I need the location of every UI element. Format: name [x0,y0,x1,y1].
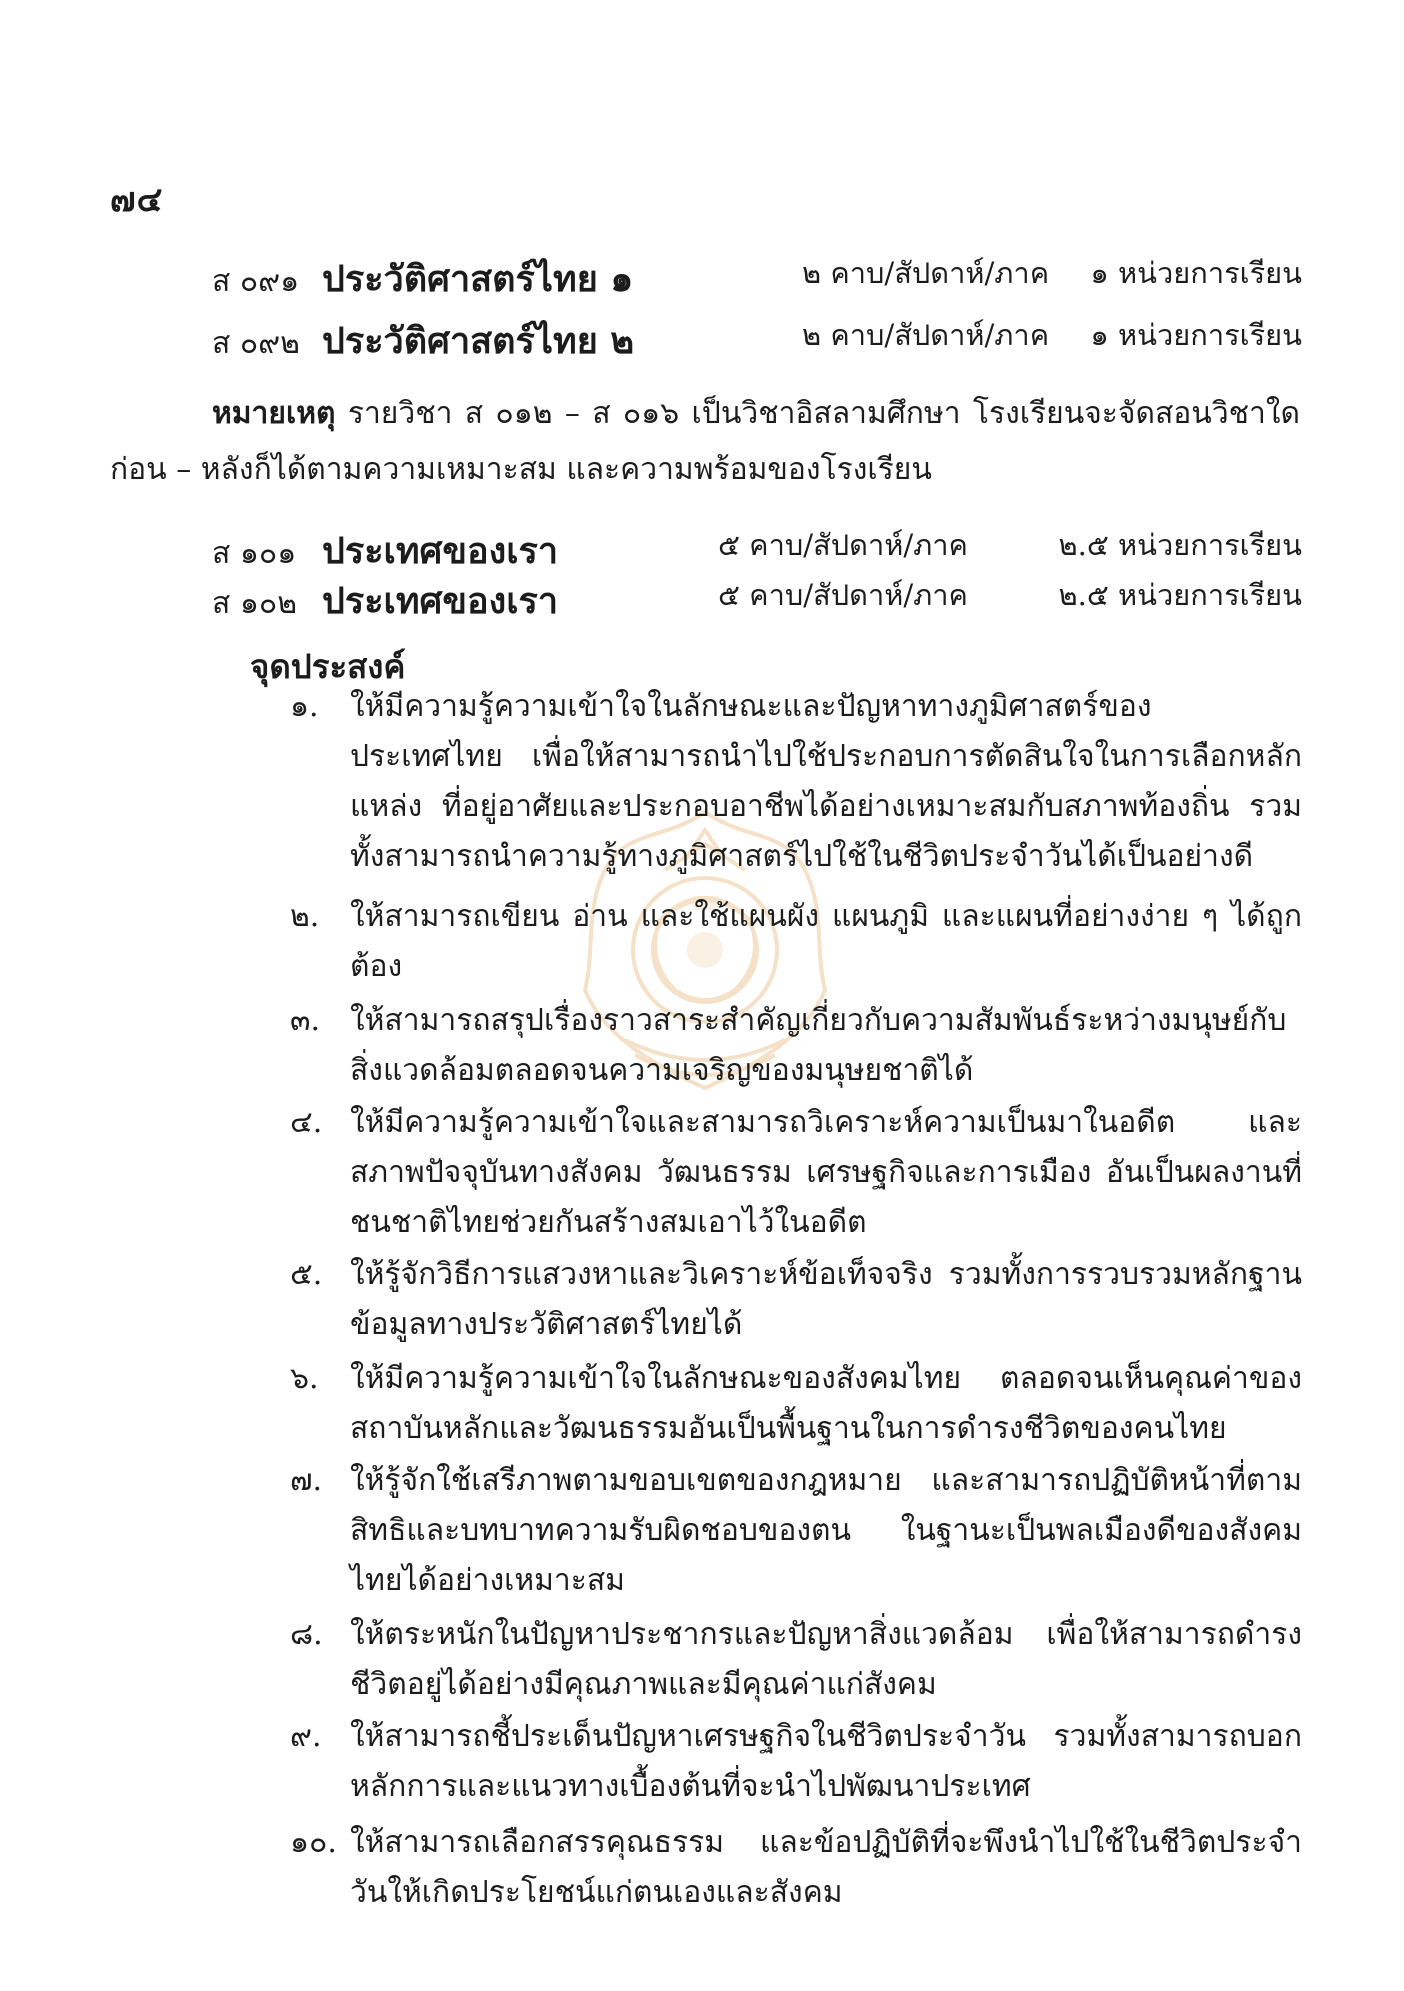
remark-line-1 [110,386,1300,442]
course-row [212,250,1302,306]
objective-item [290,1354,1302,1454]
objective-number: ๔. [290,1105,323,1140]
objective-item [290,1712,1302,1812]
objective-number: ๓. [290,1003,321,1038]
objective-text: ให้สามารถชี้ประเด็นปัญหาเศรษฐกิจในชีวิตประจำวัน รวมทั้งสามารถบอกหลักการและแนวทางเบื้องต้นที่จะนำไปพัฒนาประเทศ [350,1719,1302,1804]
course-code: ส ๐๙๒ [212,326,300,361]
course-credit: ๑ หน่วยการเรียน [1090,256,1302,290]
objective-number: ๕. [290,1257,323,1292]
course-hours: ๒ คาบ/สัปดาห์/ภาค [802,256,1050,290]
course-title: ประเทศของเรา [322,580,559,622]
objective-text: ให้สามารถเขียน อ่าน และใช้แผนผัง แผนภูมิ และแผนที่อย่างง่าย ๆ ได้ถูกต้อง [350,899,1302,984]
remark-paragraph [110,386,1300,498]
objective-text: ให้รู้จักวิธีการแสวงหาและวิเคราะห์ข้อเท็จจริง รวมทั้งการรวบรวมหลักฐานข้อมูลทางประวัติศาสตร์ไทยได้ [350,1257,1302,1342]
course-hours: ๒ คาบ/สัปดาห์/ภาค [802,318,1050,352]
objective-number: ๑๐. [290,1825,337,1860]
objective-item [290,1610,1302,1710]
objective-item [290,892,1302,992]
page-number: ๗๔ [110,180,164,220]
course-row [212,522,1302,578]
objective-number: ๙. [290,1719,322,1754]
course-credit: ๒.๕ หน่วยการเรียน [1058,528,1302,562]
course-code: ส ๐๙๑ [212,264,300,299]
remark-text-1: รายวิชา ส ๐๑๒ – ส ๐๑๖ เป็นวิชาอิสลามศึกษา โรงเรียนจะจัดสอนวิชาใด [347,396,1301,431]
course-credit: ๒.๕ หน่วยการเรียน [1058,578,1302,612]
objectives-heading: จุดประสงค์ [250,647,406,686]
objective-text: ให้ตระหนักในปัญหาประชากรและปัญหาสิ่งแวดล้อม เพื่อให้สามารถดำรงชีวิตอยู่ได้อย่างมีคุณภาพและมีคุณค่าแก่สังคม [350,1617,1302,1702]
objective-item [290,1818,1302,1918]
objective-number: ๒. [290,899,320,934]
objective-item [290,1098,1302,1248]
remark-label: หมายเหตุ [212,396,336,431]
course-row [212,572,1302,628]
objective-text: ให้มีความรู้ความเข้าใจในลักษณะและปัญหาทางภูมิศาสตร์ของประเทศไทย เพื่อให้สามารถนำไปใช้ประกอบการตัดสินใจในการเลือกหลักแหล่ง ที่อยู่อาศัยและประกอบอาชีพได้อย่างเหมาะสมกับสภาพท้องถิ่น รวมทั้งสามารถนำความรู้ทางภูมิศาสตร์ไปใช้ในชีวิตประจำวันได้เป็นอย่างดี [350,689,1302,874]
objective-text: ให้สามารถสรุปเรื่องราวสาระสำคัญเกี่ยวกับความสัมพันธ์ระหว่างมนุษย์กับสิ่งแวดล้อมตลอดจนความเจริญของมนุษยชาติได้ [350,1003,1287,1088]
objective-item [290,1250,1302,1350]
objective-number: ๗. [290,1463,323,1498]
objective-item [290,1456,1302,1606]
course-title: ประวัติศาสตร์ไทย ๒ [322,320,635,362]
objective-number: ๘. [290,1617,323,1652]
course-credit: ๑ หน่วยการเรียน [1090,318,1302,352]
course-code: ส ๑๐๑ [212,536,297,571]
course-hours: ๕ คาบ/สัปดาห์/ภาค [718,528,968,562]
course-row [212,312,1302,368]
objective-text: ให้รู้จักใช้เสรีภาพตามขอบเขตของกฎหมาย และสามารถปฏิบัติหน้าที่ตามสิทธิและบทบาทความรับผิดชอบของตน ในฐานะเป็นพลเมืองดีของสังคมไทยได้อย่างเหมาะสม [350,1463,1302,1598]
objective-number: ๑. [290,689,319,724]
objective-item [290,996,1302,1096]
course-hours: ๕ คาบ/สัปดาห์/ภาค [718,578,968,612]
objective-text: ให้มีความรู้ความเข้าใจในลักษณะของสังคมไทย ตลอดจนเห็นคุณค่าของสถาบันหลักและวัฒนธรรมอันเป็นพื้นฐานในการดำรงชีวิตของคนไทย [350,1361,1302,1446]
objective-number: ๖. [290,1361,319,1396]
course-code: ส ๑๐๒ [212,586,297,621]
course-title: ประวัติศาสตร์ไทย ๑ [322,258,634,300]
objective-text: ให้มีความรู้ความเข้าใจและสามารถวิเคราะห์ความเป็นมาในอดีต และสภาพปัจจุบันทางสังคม วัฒนธรรม เศรษฐกิจและการเมือง อันเป็นผลงานที่ชนชาติไทยช่วยกันสร้างสมเอาไว้ในอดีต [350,1105,1302,1240]
course-title: ประเทศของเรา [322,530,559,572]
objective-text: ให้สามารถเลือกสรรคุณธรรม และข้อปฏิบัติที่จะพึงนำไปใช้ในชีวิตประจำวันให้เกิดประโยชน์แก่ตนเองและสังคม [350,1825,1302,1910]
objective-item [290,682,1302,882]
remark-line-2: ก่อน – หลังก็ได้ตามความเหมาะสม และความพร้อมของโรงเรียน [110,452,932,487]
